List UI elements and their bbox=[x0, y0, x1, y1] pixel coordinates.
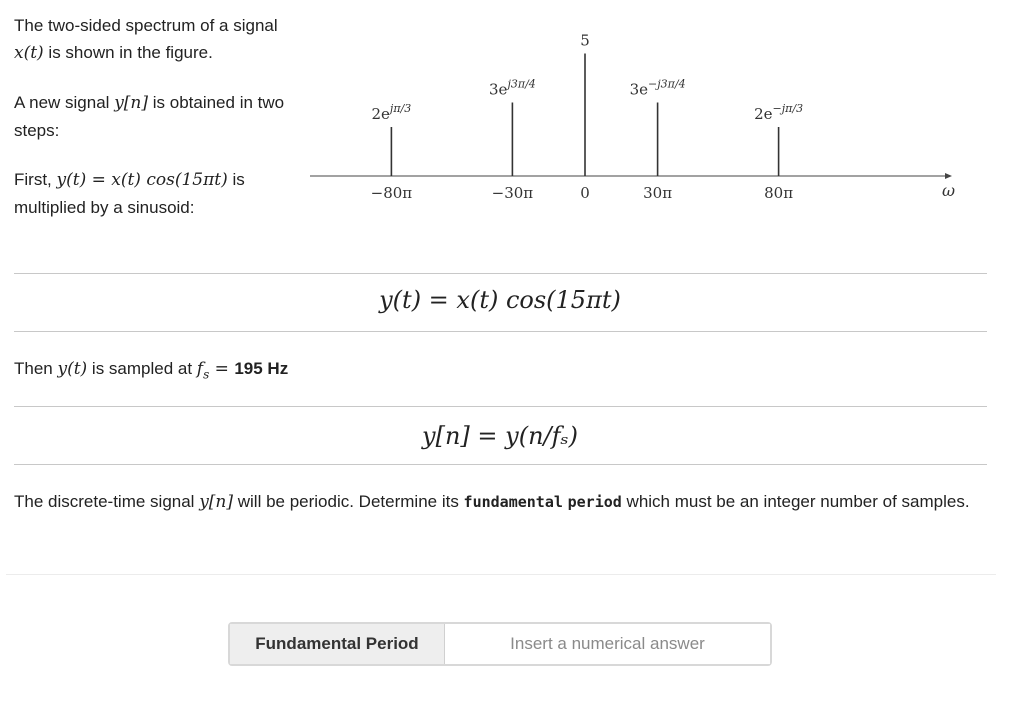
spectral-amplitude-label: $2e^{-j\pi/3}$ bbox=[754, 102, 804, 123]
intro-paragraph-1: The two-sided spectrum of a signal x(t) is shown in the figure. bbox=[14, 16, 278, 63]
axis-label-omega: ω bbox=[942, 181, 956, 200]
frequency-tick-label: 30π bbox=[643, 184, 673, 202]
spectrum-figure bbox=[300, 24, 980, 214]
keyword-fundamental: fundamental bbox=[463, 493, 563, 511]
axis-arrow-icon bbox=[945, 173, 952, 179]
answer-input[interactable] bbox=[445, 624, 770, 664]
answer-label: Fundamental Period bbox=[230, 624, 445, 664]
section-separator bbox=[6, 574, 996, 575]
modulation-expression: y(t) = x(t) cos(15πt) bbox=[56, 170, 228, 190]
frequency-tick-label: 0 bbox=[580, 184, 590, 202]
signal-x-t: x(t) bbox=[14, 43, 44, 63]
intro-paragraph-3: First, y(t) = x(t) cos(15πt) is multiplied by a sinusoid: bbox=[14, 170, 245, 217]
problem-intro bbox=[14, 12, 294, 243]
equation-sampling: y[n] = y(n/fₛ) bbox=[422, 422, 578, 450]
equation-modulation: y(t) = x(t) cos(15πt) bbox=[379, 286, 621, 314]
frequency-tick-label: 80π bbox=[764, 184, 794, 202]
keyword-period: period bbox=[567, 493, 622, 511]
sampling-statement: Then y(t) is sampled at $f_s = 195$ Hz bbox=[14, 359, 289, 382]
divider bbox=[14, 406, 987, 407]
signal-y-n: y[n] bbox=[114, 93, 149, 113]
divider bbox=[14, 331, 987, 332]
spectral-amplitude-label: $3e^{j3\pi/4}$ bbox=[489, 77, 536, 99]
question-text: The discrete-time signal y[n] will be periodic. Determine its fundamental period which must be an integer number of samples. bbox=[14, 492, 970, 512]
signal-y-n: y[n] bbox=[199, 492, 234, 512]
spectral-amplitude-label: 5 bbox=[580, 31, 590, 50]
intro-paragraph-2: A new signal y[n] is obtained in two steps: bbox=[14, 93, 285, 140]
divider bbox=[14, 273, 987, 274]
frequency-tick-label: −80π bbox=[370, 184, 413, 202]
sampling-rate-value: 195 Hz bbox=[234, 359, 289, 378]
divider bbox=[14, 464, 987, 465]
frequency-tick-label: −30π bbox=[491, 184, 534, 202]
spectral-amplitude-label: $2e^{j\pi/3}$ bbox=[371, 102, 412, 123]
spectral-amplitude-label: $3e^{-j3\pi/4}$ bbox=[629, 77, 686, 99]
answer-group bbox=[228, 622, 772, 666]
sampling-rate-symbol: $f_s$ bbox=[196, 359, 210, 382]
signal-y-t: y(t) bbox=[57, 359, 88, 379]
